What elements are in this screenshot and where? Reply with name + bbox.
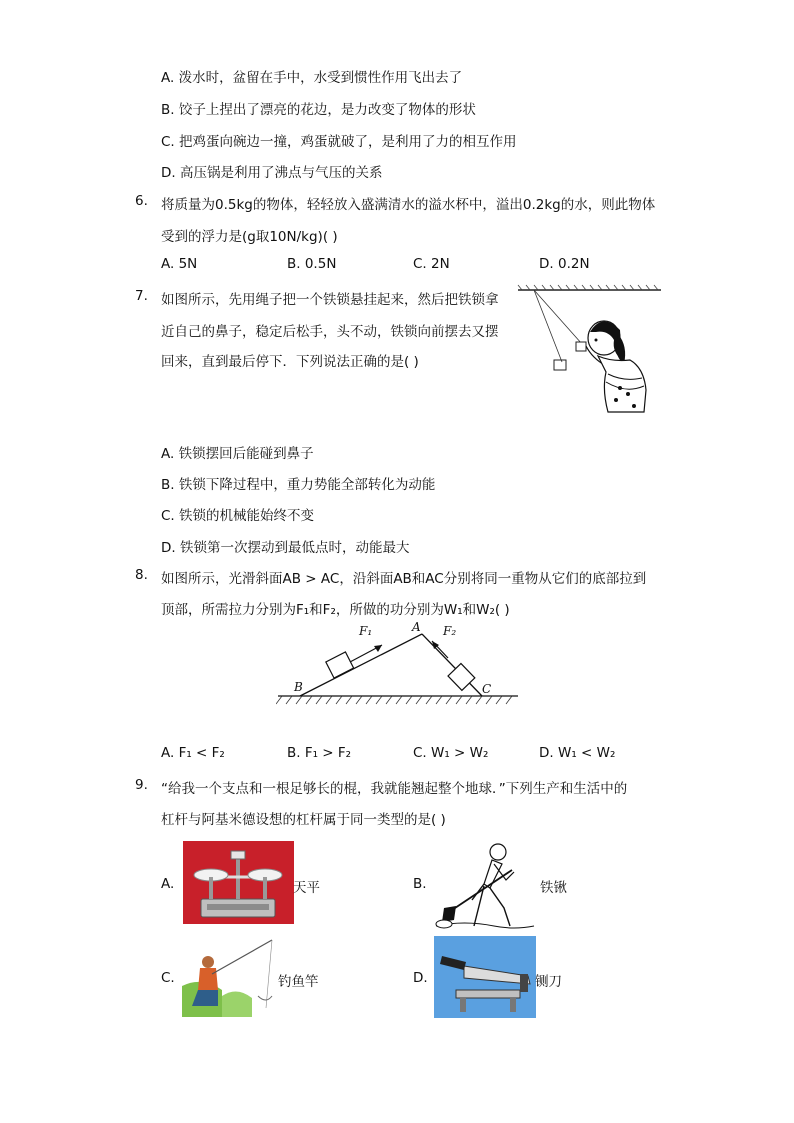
q6-option-b: B. 0.5N — [287, 256, 337, 272]
q8-option-b: B. F₁ > F₂ — [287, 745, 352, 761]
q7-number: 7. — [135, 288, 148, 304]
q9-stem-line1: “给我一个支点和一根足够长的棍，我就能翘起整个地球．”下列生产和生活中的 — [161, 781, 628, 797]
q5-option-a: A. 泼水时，盆留在手中，水受到惯性作用飞出去了 — [161, 70, 463, 86]
q8-label-f2: F₂ — [443, 624, 457, 638]
q6-stem-line1: 将质量为0.5kg的物体，轻轻放入盛满清水的溢水杯中，溢出0.2kg的水，则此物体 — [161, 197, 656, 213]
q8-stem-line2: 顶部，所需拉力分别为F₁和F₂，所做的功分别为W₁和W₂( ) — [161, 602, 510, 618]
cutter-image — [434, 936, 536, 1018]
q9-option-a-caption: 天平 — [293, 880, 320, 896]
shovel-image — [434, 840, 538, 930]
q9-number: 9. — [135, 777, 148, 793]
q9-option-b-caption: 铁锹 — [540, 880, 567, 896]
q8-stem-line1: 如图所示，光滑斜面AB > AC，沿斜面AB和AC分别将同一重物从它们的底部拉到 — [161, 571, 647, 587]
q5-option-b: B. 饺子上捏出了漂亮的花边，是力改变了物体的形状 — [161, 102, 476, 118]
q7-option-a: A. 铁锁摆回后能碰到鼻子 — [161, 446, 314, 462]
q8-number: 8. — [135, 567, 148, 583]
q7-stem-line2: 近自己的鼻子，稳定后松手，头不动，铁锁向前摆去又摆 — [161, 324, 499, 340]
balance-image — [183, 841, 294, 924]
q8-label-c: C — [482, 682, 492, 696]
q7-stem-line3: 回来，直到最后停下．下列说法正确的是( ) — [161, 354, 419, 370]
q8-option-a: A. F₁ < F₂ — [161, 745, 225, 761]
q7-pendulum-figure — [516, 282, 666, 414]
q9-option-a-letter: A. — [161, 876, 175, 892]
q5-option-c: C. 把鸡蛋向碗边一撞，鸡蛋就破了，是利用了力的相互作用 — [161, 134, 517, 150]
q7-stem-line1: 如图所示，先用绳子把一个铁锁悬挂起来，然后把铁锁拿 — [161, 292, 499, 308]
q6-option-d: D. 0.2N — [539, 256, 590, 272]
q8-option-c: C. W₁ > W₂ — [413, 745, 489, 761]
q9-option-c-letter: C. — [161, 970, 175, 986]
q8-label-f1: F₁ — [359, 624, 373, 638]
fishing-image — [182, 936, 277, 1017]
q5-option-d: D. 高压锅是利用了沸点与气压的关系 — [161, 165, 383, 181]
q6-number: 6. — [135, 193, 148, 209]
q9-stem-line2: 杠杆与阿基米德设想的杠杆属于同一类型的是( ) — [161, 812, 446, 828]
q8-option-d: D. W₁ < W₂ — [539, 745, 616, 761]
q9-option-d-letter: D. — [413, 970, 428, 986]
q9-option-b-letter: B. — [413, 876, 427, 892]
q6-option-c: C. 2N — [413, 256, 450, 272]
q6-option-a: A. 5N — [161, 256, 198, 272]
q8-label-a: A — [412, 620, 421, 634]
q7-option-d: D. 铁锁第一次摆动到最低点时，动能最大 — [161, 540, 410, 556]
q7-option-c: C. 铁锁的机械能始终不变 — [161, 508, 315, 524]
q9-option-c-caption: 钓鱼竿 — [278, 974, 319, 990]
q7-option-b: B. 铁锁下降过程中，重力势能全部转化为动能 — [161, 477, 436, 493]
q9-option-d-caption: 铡刀 — [535, 974, 562, 990]
q8-label-b: B — [294, 680, 303, 694]
q6-stem-line2: 受到的浮力是(g取10N/kg)( ) — [161, 229, 338, 245]
